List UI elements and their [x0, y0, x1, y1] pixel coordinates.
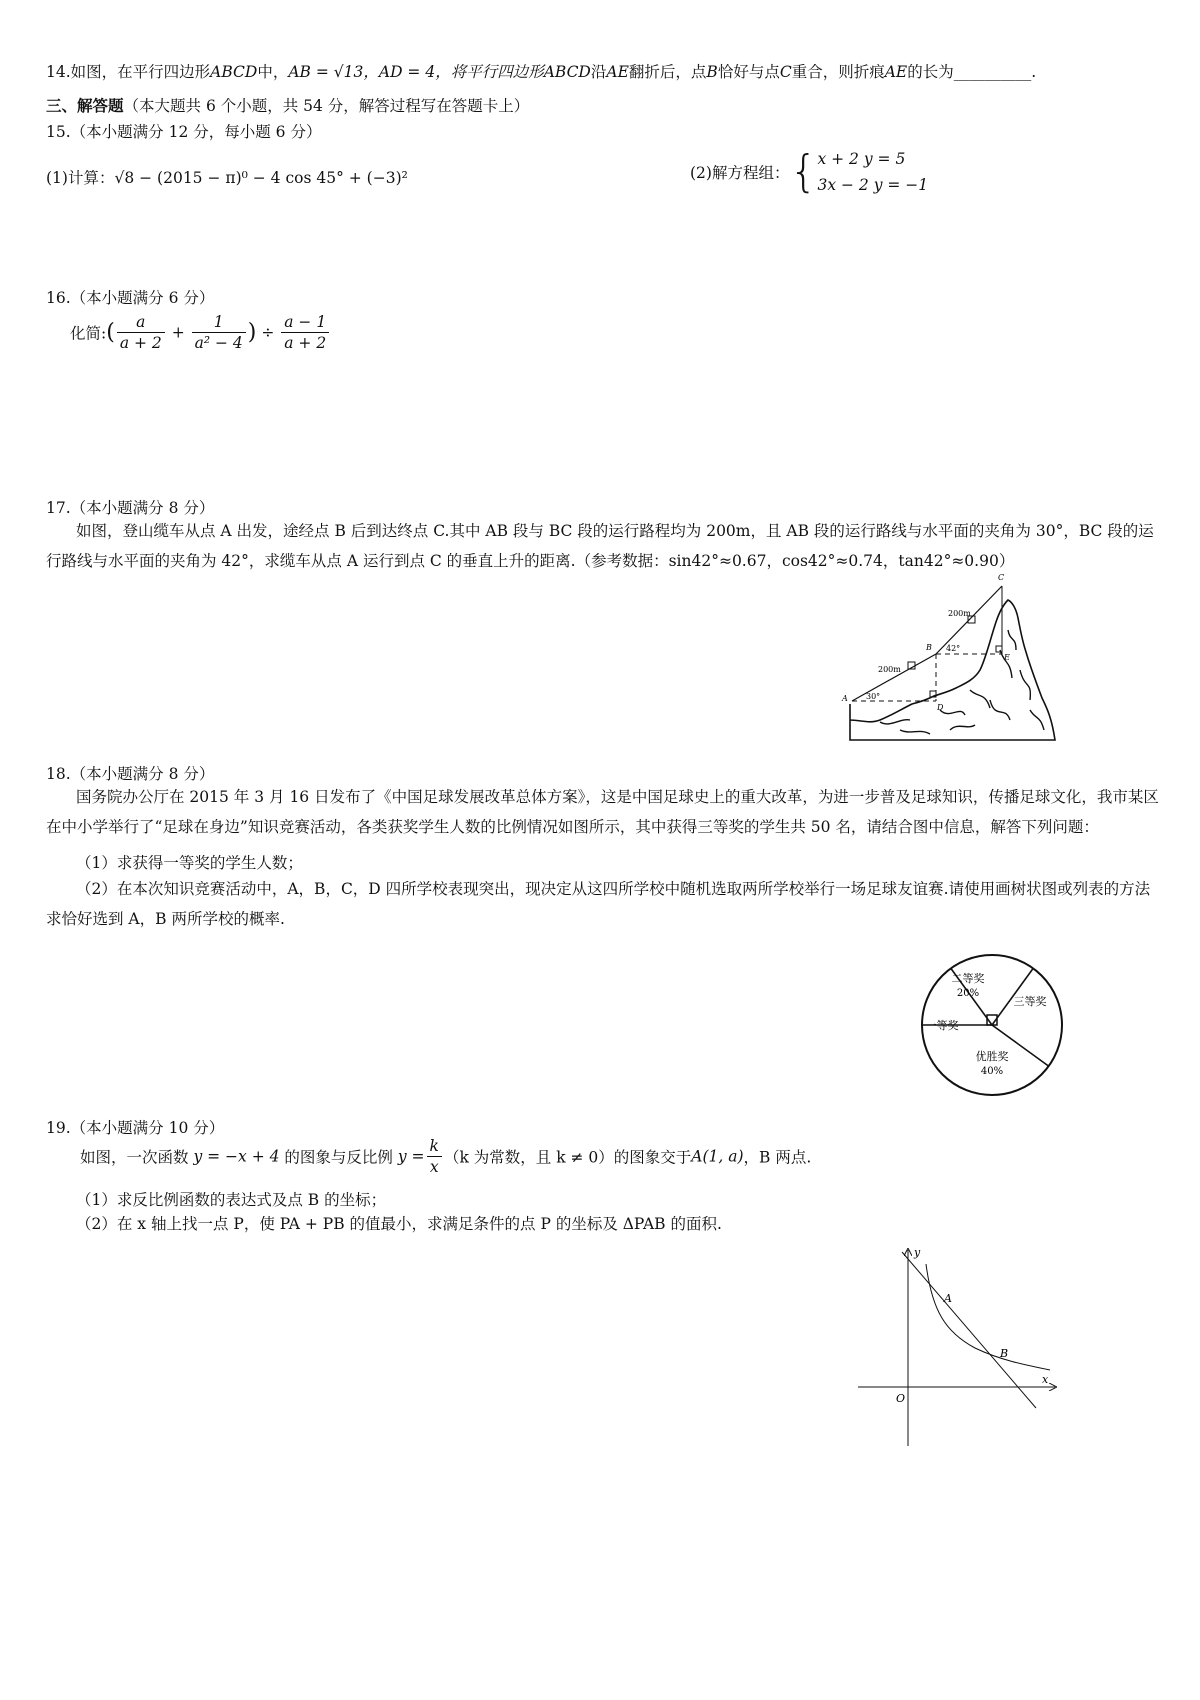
slice-pct-excellent: 40% — [980, 1066, 1004, 1077]
fraction-3 — [281, 312, 329, 353]
q14-line — [46, 60, 1160, 82]
q18-header: 18.（本小题满分 8 分） — [46, 765, 215, 783]
equation-brace: { — [789, 146, 818, 197]
q14-text-f: 重合，则折痕 — [791, 63, 885, 81]
point-label-a: A — [944, 1292, 952, 1305]
length-ab: 200m — [878, 665, 901, 674]
q17-header: 17.（本小题满分 8 分） — [46, 499, 215, 517]
q19-text-c: （k 为常数，且 k ≠ 0）的图象交于 — [443, 1148, 692, 1167]
axis-label-x: x — [1042, 1373, 1049, 1386]
axis-label-y: y — [914, 1246, 921, 1259]
section-note: （本大题共 6 个小题，共 54 分，解答过程写在答题卡上） — [123, 97, 530, 115]
q19-text-a: 如图，一次函数 — [80, 1148, 189, 1167]
q19-frac-den: x — [429, 1158, 439, 1176]
label-b: B — [926, 643, 932, 652]
label-d: D — [937, 703, 944, 712]
q15-part1-expr: √8 − (2015 − π)⁰ − 4 cos 45° + (−3)² — [114, 169, 408, 187]
function-graph — [850, 1240, 1070, 1460]
award-pie-chart — [912, 950, 1072, 1100]
linear-function-line — [902, 1252, 1036, 1408]
q14-text-c: 沿 — [590, 63, 607, 81]
q14-text-e: 恰好与点 — [717, 63, 780, 81]
q19-header: 19.（本小题满分 10 分） — [46, 1119, 225, 1137]
q19-point-a: A(1, a) — [691, 1147, 744, 1166]
label-e: E — [1004, 653, 1010, 662]
q18-sub1: （1）求获得一等奖的学生人数； — [76, 854, 303, 872]
q14-ab-expr: AB = √13 — [288, 63, 364, 81]
q15-header: 15.（本小题满分 12 分，每小题 6 分） — [46, 123, 322, 141]
q15-part1 — [46, 166, 1160, 188]
q14-ae-2: AE — [884, 63, 908, 81]
slice-label-second: 二等奖 — [951, 972, 985, 985]
fraction-1 — [117, 312, 165, 353]
fraction-2-num: 1 — [192, 312, 246, 333]
cable-car-figure — [840, 570, 1070, 750]
route-ab — [852, 654, 936, 701]
q14-text: 14.如图，在平行四边形 — [46, 63, 211, 81]
fraction-3-num: a − 1 — [281, 312, 329, 333]
equation-2: 3x − 2 y = −1 — [817, 176, 929, 194]
q14-b: B — [706, 63, 718, 81]
q14-ad-expr: ，AD = 4，将平行四边形 — [363, 63, 544, 81]
q15-part2 — [690, 146, 928, 198]
q14-c: C — [779, 63, 792, 81]
q19-sub1: （1）求反比例函数的表达式及点 B 的坐标； — [76, 1191, 387, 1209]
slice-label-third: 三等奖 — [1013, 995, 1047, 1008]
q16-header: 16.（本小题满分 6 分） — [46, 289, 215, 307]
q16-expression: 化简:( $\frac{a}{a + 2}$ + $\frac{1}{\text{a² − 4}}$ ) ÷ $\frac{a - 1}{a + 2}$ — [70, 312, 331, 353]
q14-text-d: 翻折后，点 — [628, 63, 707, 81]
equation-system — [817, 146, 928, 198]
q14-text-g: 的长为 — [907, 63, 954, 81]
slice-label-first: 一等奖 — [925, 1019, 959, 1032]
q14-ae: AE — [606, 63, 629, 81]
q19-sub2: （2）在 x 轴上找一点 P，使 PA + PB 的值最小，求满足条件的点 P 的坐标及 ΔPAB 的面积. — [76, 1215, 722, 1233]
fraction-1-num: a — [117, 312, 165, 333]
section-heading — [46, 94, 1160, 116]
q19-fraction — [427, 1136, 442, 1177]
q18-sub2: （2）在本次知识竞赛活动中，A，B，C，D 四所学校表现突出，现决定从这四所学校中随机选取两所学校举行一场足球友谊赛.请使用画树状图或列表的方法求恰好选到 A，B 两所学校的概率. — [46, 880, 1151, 928]
label-a: A — [842, 694, 848, 703]
fraction-2 — [192, 312, 246, 353]
inverse-function-curve — [926, 1264, 1050, 1370]
fraction-3-den: a + 2 — [284, 334, 327, 352]
angle-a: 30° — [866, 692, 881, 701]
q15-part2-label: (2)解方程组： — [690, 164, 790, 182]
point-label-b: B — [1000, 1347, 1009, 1360]
q18-body: 国务院办公厅在 2015 年 3 月 16 日发布了《中国足球发展改革总体方案》，这是中国足球史上的重大改革，为进一步普及足球知识，传播足球文化，我市某区在中小学举行了“足球在身边”知识竞赛活动，各类获奖学生人数的比例情况如图所示，其中获得三等奖的学生共 50 名，请结合图中信息，解答下列问题： — [46, 788, 1159, 836]
q19-linear-fn: y = −x + 4 — [193, 1147, 280, 1166]
section-title: 三、解答题 — [46, 96, 124, 115]
angle-b: 42° — [946, 644, 961, 653]
fraction-1-den: a + 2 — [119, 334, 162, 352]
slice-pct-second: 20% — [956, 988, 980, 999]
q19-text-b: 的图象与反比例 — [284, 1148, 393, 1167]
q19-frac-num: k — [427, 1136, 442, 1157]
q17-body: 如图，登山缆车从点 A 出发，途经点 B 后到达终点 C.其中 AB 段与 BC 段的运行路程均为 200m，且 AB 段的运行路线与水平面的夹角为 30°，BC 段的运行路线与水平面的夹角为 42°，求缆车从点 A 运行到点 C 的垂直上升的距离.（参考数据：sin42°≈0.67，cos42°≈0.74，tan42°≈0.90） — [46, 522, 1154, 570]
q19-text-d: ，B 两点. — [743, 1148, 812, 1167]
length-bc: 200m — [948, 609, 971, 618]
label-c: C — [998, 573, 1005, 582]
q14-answer-blank: __________. — [953, 63, 1037, 81]
fraction-2-den: a² − 4 — [194, 334, 243, 352]
q19-statement — [80, 1136, 811, 1177]
slice-label-excellent: 优胜奖 — [975, 1050, 1009, 1063]
q19-inverse-y: y = — [397, 1147, 425, 1166]
q14-abcd-2: ABCD — [543, 63, 591, 81]
q14-abcd: ABCD — [210, 63, 258, 81]
q15-part1-label: (1)计算： — [46, 169, 115, 187]
mountain-texture — [880, 630, 1044, 734]
q14-text-b: 中， — [257, 63, 289, 81]
equation-1: x + 2 y = 5 — [817, 150, 906, 168]
q16-label: 化简: — [70, 324, 107, 343]
origin-label: O — [896, 1392, 906, 1405]
